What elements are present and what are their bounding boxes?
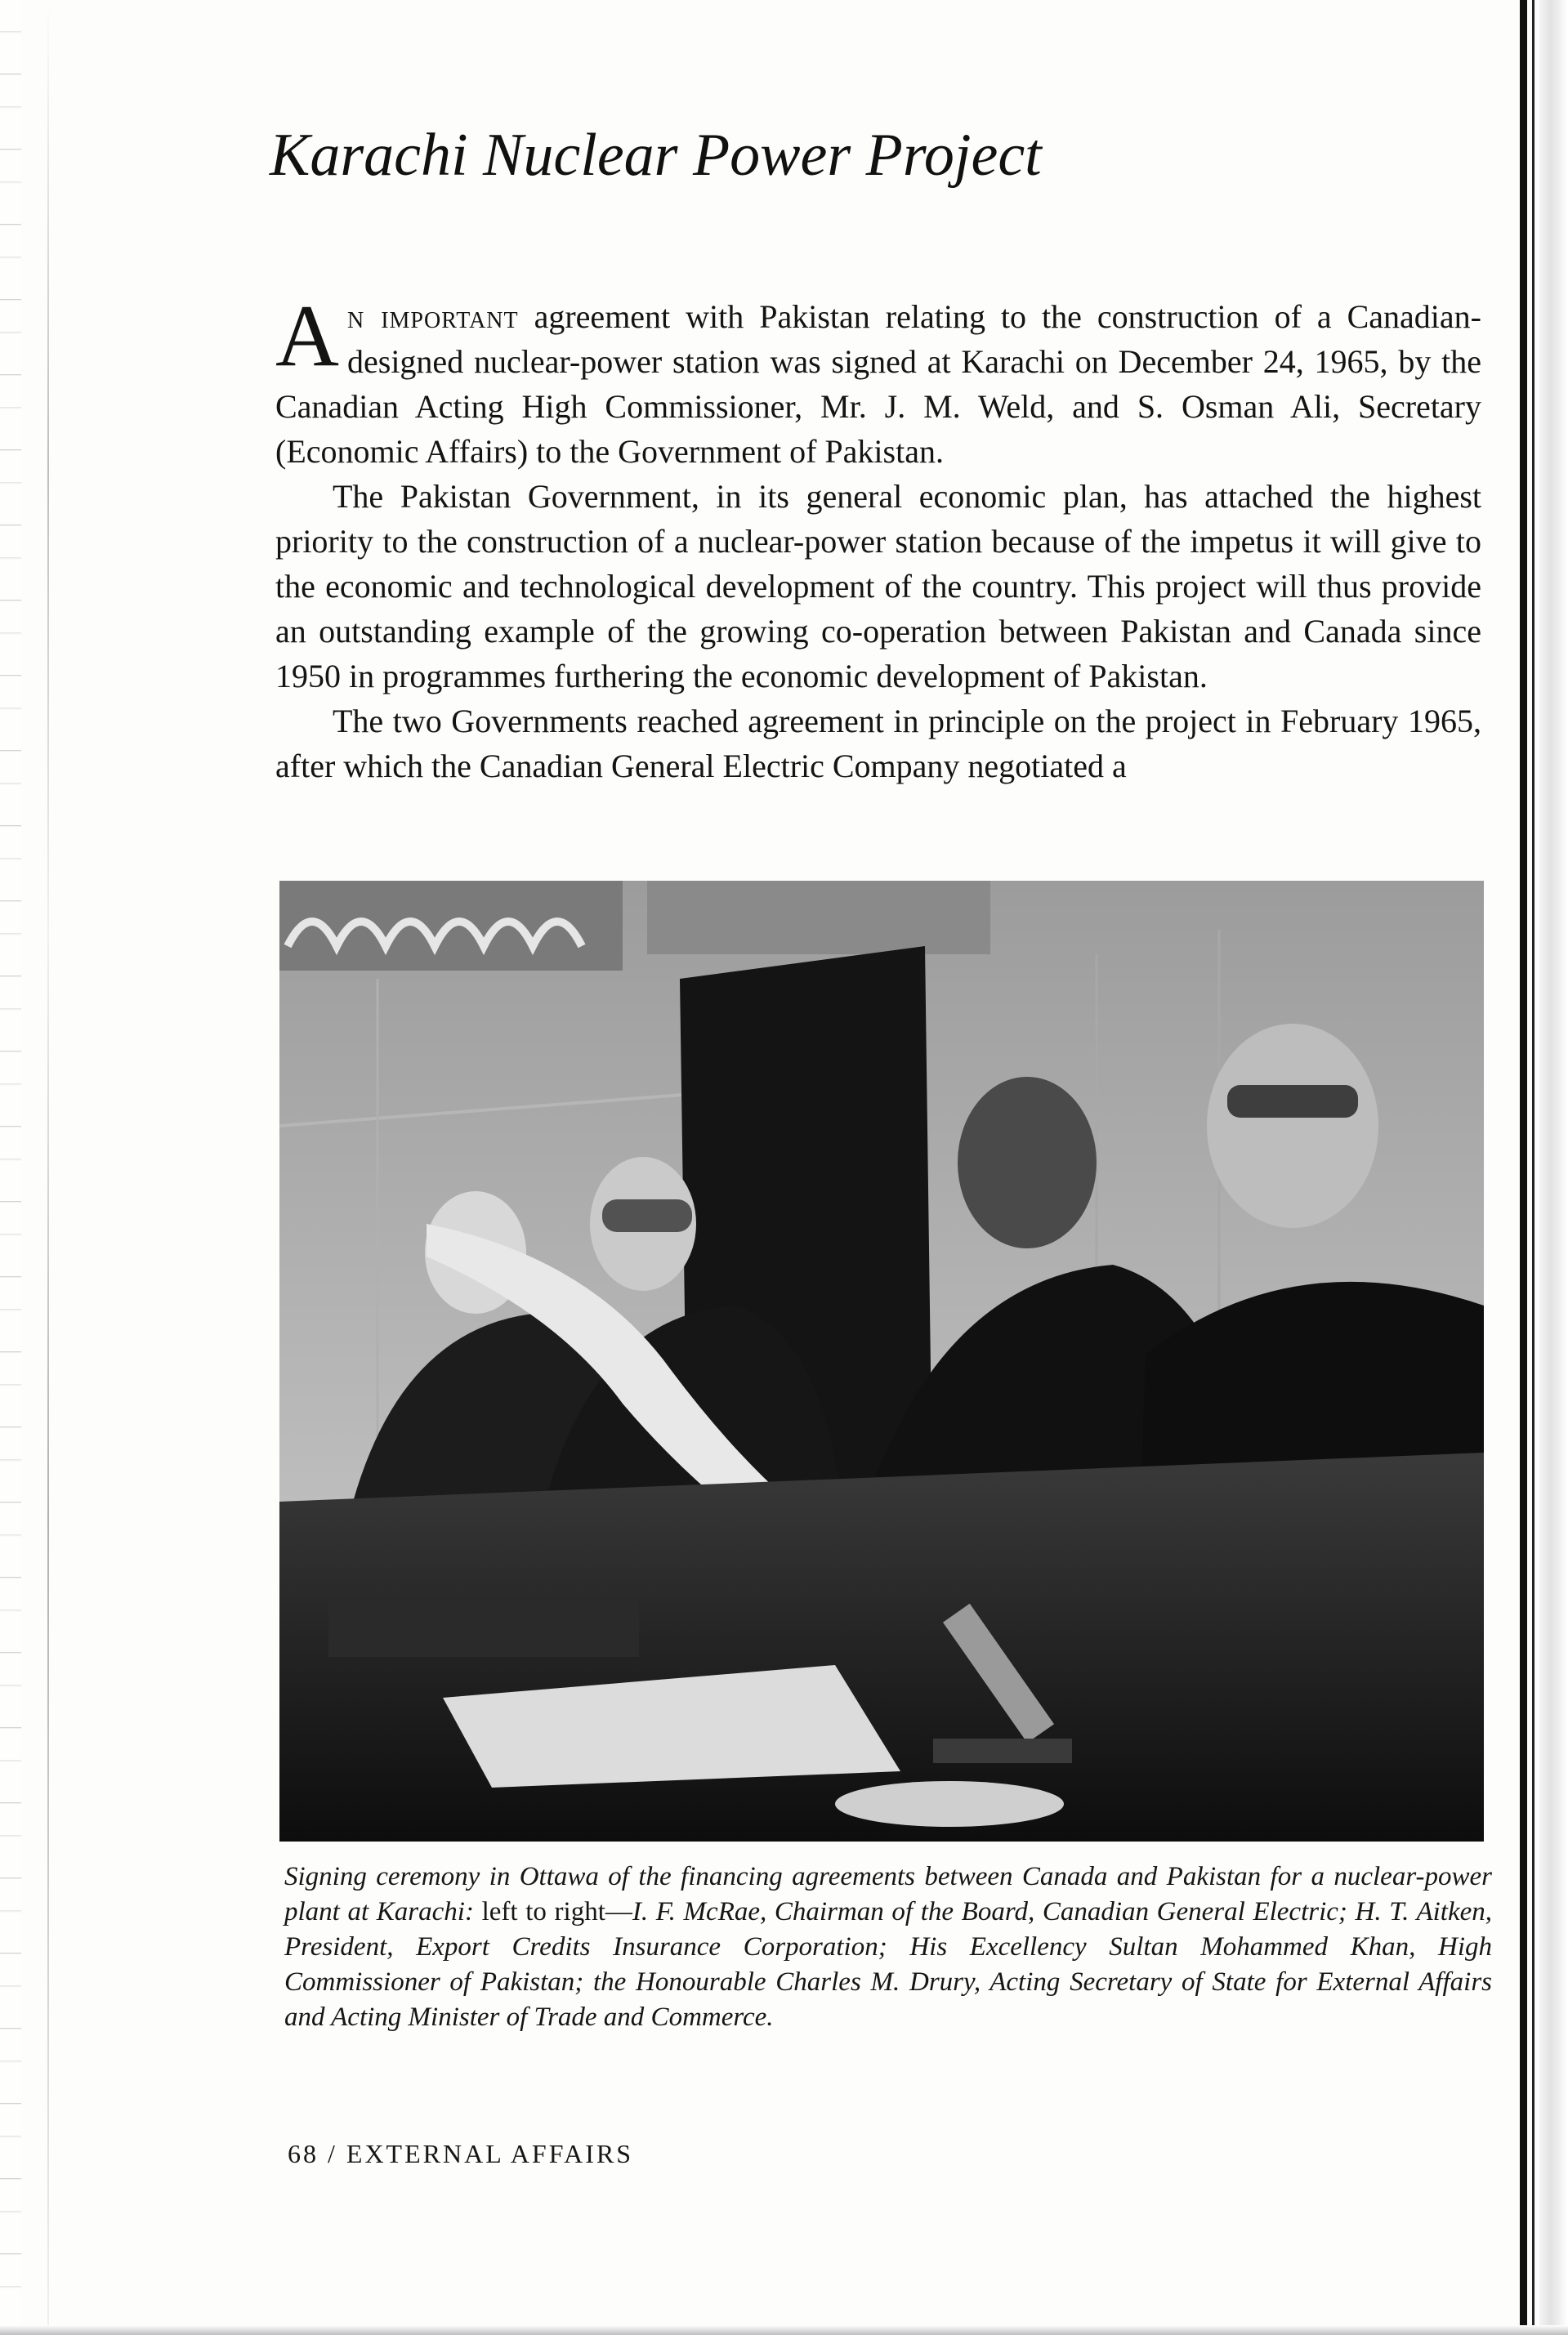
caption-part-3: I. F. McRae, Chairman of the Board, Canadian General Electric; H. T. Aitken, President, Export Credits Insurance Corporation; His Excellency Sultan Mohammed Khan, High Commissioner of Pakistan; the Honourable Charles M. Drury, Acting Secretary of State for External Affairs and Acting Minister of Trade and Commerce. bbox=[284, 1897, 1493, 2032]
paragraph-1-text: agreement with Pakistan relating to the construction of a Canadian-designed nuclear-power station was signed at Karachi on December 24, 1965, by the Canadian Acting High Commissioner, Mr. J. M. Weld, and S. Osman Ali, Secretary (Economic Affairs) to the Government of Pakistan. bbox=[275, 298, 1481, 470]
caption-part-2: left to right— bbox=[481, 1897, 632, 1926]
article-title: Karachi Nuclear Power Project bbox=[270, 122, 1042, 189]
lead-in-smallcaps: n important bbox=[347, 298, 519, 335]
paragraph-2: The Pakistan Government, in its general economic plan, has attached the highest priority to the construction of a nuclear-power station because of the impetus it will give to the economic and technological development of the country. This project will thus provide an outstanding example of the growing co-operation between Pakistan and Canada since 1950 in programmes furthering the economic development of Pakistan. bbox=[275, 478, 1481, 694]
photo-caption bbox=[284, 1860, 1492, 2035]
caption-part-1: Signing ceremony in Ottawa of the financing agreements between Canada and Pakistan for a nuclear-power plant at Karachi: bbox=[284, 1862, 1492, 1926]
drop-cap: A bbox=[275, 288, 339, 385]
scan-left-edge bbox=[0, 0, 21, 2335]
article-body bbox=[275, 288, 1481, 788]
signing-ceremony-photo bbox=[279, 881, 1484, 1842]
scan-bottom-edge bbox=[0, 2325, 1568, 2335]
paragraph-3: The two Governments reached agreement in principle on the project in February 1965, after which the Canadian General Electric Company negotiated a bbox=[275, 703, 1481, 784]
photo-illustration bbox=[279, 881, 1484, 1842]
page-folio: 68 / EXTERNAL AFFAIRS bbox=[288, 2139, 634, 2168]
paragraph-1 bbox=[275, 288, 1481, 474]
scan-right-border bbox=[1520, 0, 1527, 2335]
scan-binding-shadow bbox=[47, 0, 49, 2335]
scan-right-border-inner bbox=[1532, 0, 1534, 2335]
scan-right-margin bbox=[1539, 0, 1568, 2335]
